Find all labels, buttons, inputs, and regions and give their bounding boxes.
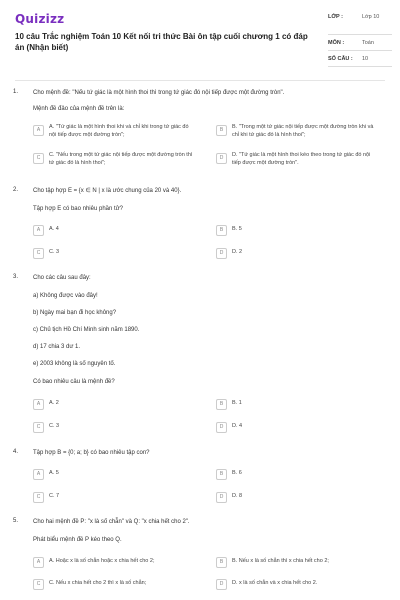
question-number: 5. <box>13 518 19 524</box>
question-number: 2. <box>13 187 19 193</box>
option-letter-box: D <box>216 492 227 503</box>
option-text: C. "Nếu trong một tứ giác nội tiếp được một đường tròn thì tứ giác đó là hình thoi"; <box>49 152 193 166</box>
question-number: 3. <box>13 274 19 280</box>
question-text: Cho hai mệnh đề P: "x là số chẵn" và Q: "x chia hết cho 2". <box>33 519 190 525</box>
statement-b: b) Ngày mai bạn đi học không? <box>33 310 117 316</box>
option-b[interactable] <box>216 556 386 576</box>
meta-divider <box>328 34 392 35</box>
option-letter-box: A <box>33 469 44 480</box>
option-letter-box: D <box>216 422 227 433</box>
option-text: C. 7 <box>49 493 60 499</box>
option-text: A. 2 <box>49 400 59 406</box>
meta-divider <box>328 50 392 51</box>
option-text: D. "Tứ giác là một hình thoi kéo theo trong tứ giác đó nội tiếp được một đường tròn". <box>232 152 371 166</box>
option-letter-box: C <box>33 153 44 164</box>
option-a[interactable] <box>33 556 203 576</box>
quizizz-logo: Quizizz <box>15 12 65 26</box>
option-letter-box: A <box>33 399 44 410</box>
option-text: D. 8 <box>232 493 243 499</box>
question-number: 1. <box>13 89 19 95</box>
option-letter-box: A <box>33 125 44 136</box>
option-text: C. Nếu x chia hết cho 2 thì x là số chẵn; <box>49 580 147 586</box>
option-text: D. x là số chẵn và x chia hết cho 2. <box>232 580 318 586</box>
option-c[interactable] <box>33 578 203 598</box>
meta-count-label: SỐ CÂU : <box>328 56 353 62</box>
option-text: B. 6 <box>232 470 242 476</box>
option-letter-box: B <box>216 125 227 136</box>
option-letter-box: A <box>33 557 44 568</box>
option-letter-box: B <box>216 469 227 480</box>
option-text: D. 2 <box>232 249 243 255</box>
option-text: B. 1 <box>232 400 242 406</box>
document-title: 10 câu Trắc nghiệm Toán 10 Kết nối tri thức Bài ôn tập cuối chương 1 có đáp án (Nhận biết) <box>15 32 308 52</box>
option-text: B. "Trong một tứ giác nội tiếp được một đường tròn khi và chỉ khi tứ giác đó là hình thoi"; <box>232 124 374 138</box>
statement-e: e) 2003 không là số nguyên tố. <box>33 361 116 367</box>
meta-subject-label: MÔN : <box>328 40 345 46</box>
option-letter-box: D <box>216 153 227 164</box>
option-letter-box: C <box>33 579 44 590</box>
option-text: C. 3 <box>49 249 60 255</box>
option-letter-box: C <box>33 492 44 503</box>
option-letter-box: B <box>216 399 227 410</box>
option-letter-box: B <box>216 225 227 236</box>
question-text: Tập hợp B = {0; a; b} có bao nhiêu tập con? <box>33 450 150 456</box>
option-text: C. 3 <box>49 423 60 429</box>
option-text: A. Hoặc x là số chẵn hoặc x chia hết cho 2; <box>49 558 155 564</box>
option-letter-box: D <box>216 248 227 259</box>
option-text: B. Nếu x là số chẵn thì x chia hết cho 2; <box>232 558 329 564</box>
page-header <box>0 0 400 80</box>
question-subtext: Tập hợp E có bao nhiêu phần tử? <box>33 206 124 212</box>
statement-c: c) Chủ tịch Hồ Chí Minh sinh năm 1890. <box>33 327 140 333</box>
option-d[interactable] <box>216 578 386 598</box>
option-text: A. "Tứ giác là một hình thoi khi và chỉ khi trong tứ giác đó nội tiếp được một đường tròn"; <box>49 124 189 138</box>
question-text: Cho mệnh đề: "Nếu tứ giác là một hình thoi thì trong tứ giác đó nội tiếp được một đường tròn". <box>33 90 285 96</box>
option-text: A. 5 <box>49 470 59 476</box>
option-text: A. 4 <box>49 226 59 232</box>
meta-count-value: 10 <box>362 56 369 62</box>
question-subtext: Có bao nhiêu câu là mệnh đề? <box>33 379 115 385</box>
meta-class-label: LỚP : <box>328 14 343 20</box>
meta-subject-value: Toán <box>362 40 374 46</box>
option-letter-box: D <box>216 579 227 590</box>
statement-d: d) 17 chia 3 dư 1. <box>33 344 81 350</box>
option-text: B. 5 <box>232 226 242 232</box>
option-letter-box: C <box>33 248 44 259</box>
meta-class-value: Lớp 10 <box>362 14 380 20</box>
option-letter-box: B <box>216 557 227 568</box>
question-text: Cho tập hợp E = {x ∈ N | x là ước chung của 20 và 40}. <box>33 188 182 194</box>
meta-divider <box>328 66 392 67</box>
question-subtext: Phát biểu mệnh đề P kéo theo Q. <box>33 537 122 543</box>
question-number: 4. <box>13 449 19 455</box>
header-divider <box>15 80 385 81</box>
option-letter-box: A <box>33 225 44 236</box>
option-text: D. 4 <box>232 423 243 429</box>
question-subtext: Mệnh đề đảo của mệnh đề trên là: <box>33 106 125 112</box>
statement-a: a) Không được vào đây! <box>33 293 98 299</box>
option-letter-box: C <box>33 422 44 433</box>
question-text: Cho các câu sau đây: <box>33 275 91 281</box>
